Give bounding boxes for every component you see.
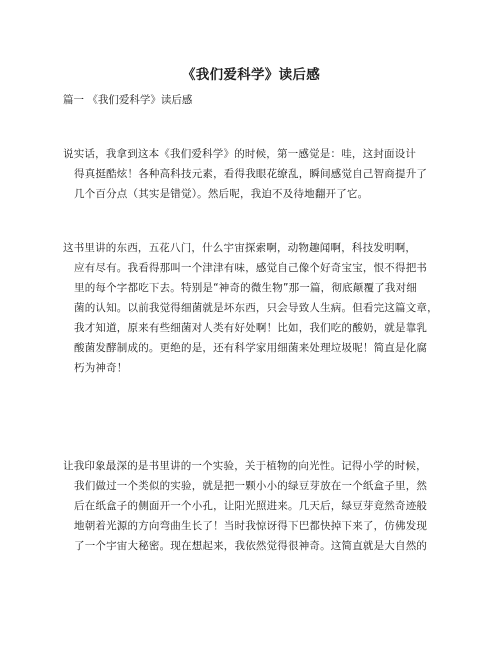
- paragraph-line: 了一个宇宙大秘密。现在想起来，我依然觉得很神奇。这简直就是大自然的: [74, 540, 428, 552]
- paragraph-line: 后在纸盒子的侧面开一个小孔，让阳光照进来。几天后，绿豆芽竟然奇迹般: [74, 500, 428, 512]
- paragraph-line: 让我印象最深的是书里讲的一个实验，关于植物的向光性。记得小学的时候，: [63, 460, 427, 472]
- paragraph-line: 几个百分点（其实是错觉）。然后呢，我迫不及待地翻开了它。: [74, 188, 369, 200]
- paragraph-3: [63, 456, 447, 556]
- paragraph-line: 地朝着光源的方向弯曲生长了！当时我惊讶得下巴都快掉下来了，仿佛发现: [74, 520, 428, 532]
- paragraph-line: 我才知道，原来有些细菌对人类有好处啊！比如，我们吃的酸奶，就是靠乳: [74, 322, 428, 334]
- paragraph-2: [63, 238, 447, 378]
- paragraph-line: 我们做过一个类似的实验，就是把一颗小小的绿豆芽放在一个纸盒子里，然: [74, 480, 428, 492]
- paragraph-line: 说实话，我拿到这本《我们爱科学》的时候，第一感觉是：哇，这封面设计: [63, 148, 417, 160]
- paragraph-1: [63, 144, 447, 204]
- paragraph-line: 酸菌发酵制成的。更绝的是，还有科学家用细菌来处理垃圾呢！简直是化腐: [74, 342, 428, 354]
- paragraph-line: 里的每个字都吃下去。特别是“神奇的微生物”那一篇，彻底颠覆了我对细: [74, 282, 417, 294]
- paragraph-line: 菌的认知。以前我觉得细菌就是坏东西，只会导致人生病。但看完这篇文章，: [74, 302, 438, 314]
- paragraph-line: 得真挺酷炫！各种高科技元素，看得我眼花缭乱，瞬间感觉自己智商提升了: [74, 168, 428, 180]
- paragraph-line: 这书里讲的东西，五花八门，什么宇宙探索啊，动物趣闻啊，科技发明啊，: [63, 242, 417, 254]
- document-subtitle: 篇一 《我们爱科学》读后感: [63, 94, 193, 106]
- paragraph-line: 应有尽有。我看得那叫一个津津有味，感觉自己像个好奇宝宝，恨不得把书: [74, 262, 428, 274]
- paragraph-line: 朽为神奇！: [74, 362, 128, 374]
- document-title: 《我们爱科学》读后感: [182, 67, 320, 83]
